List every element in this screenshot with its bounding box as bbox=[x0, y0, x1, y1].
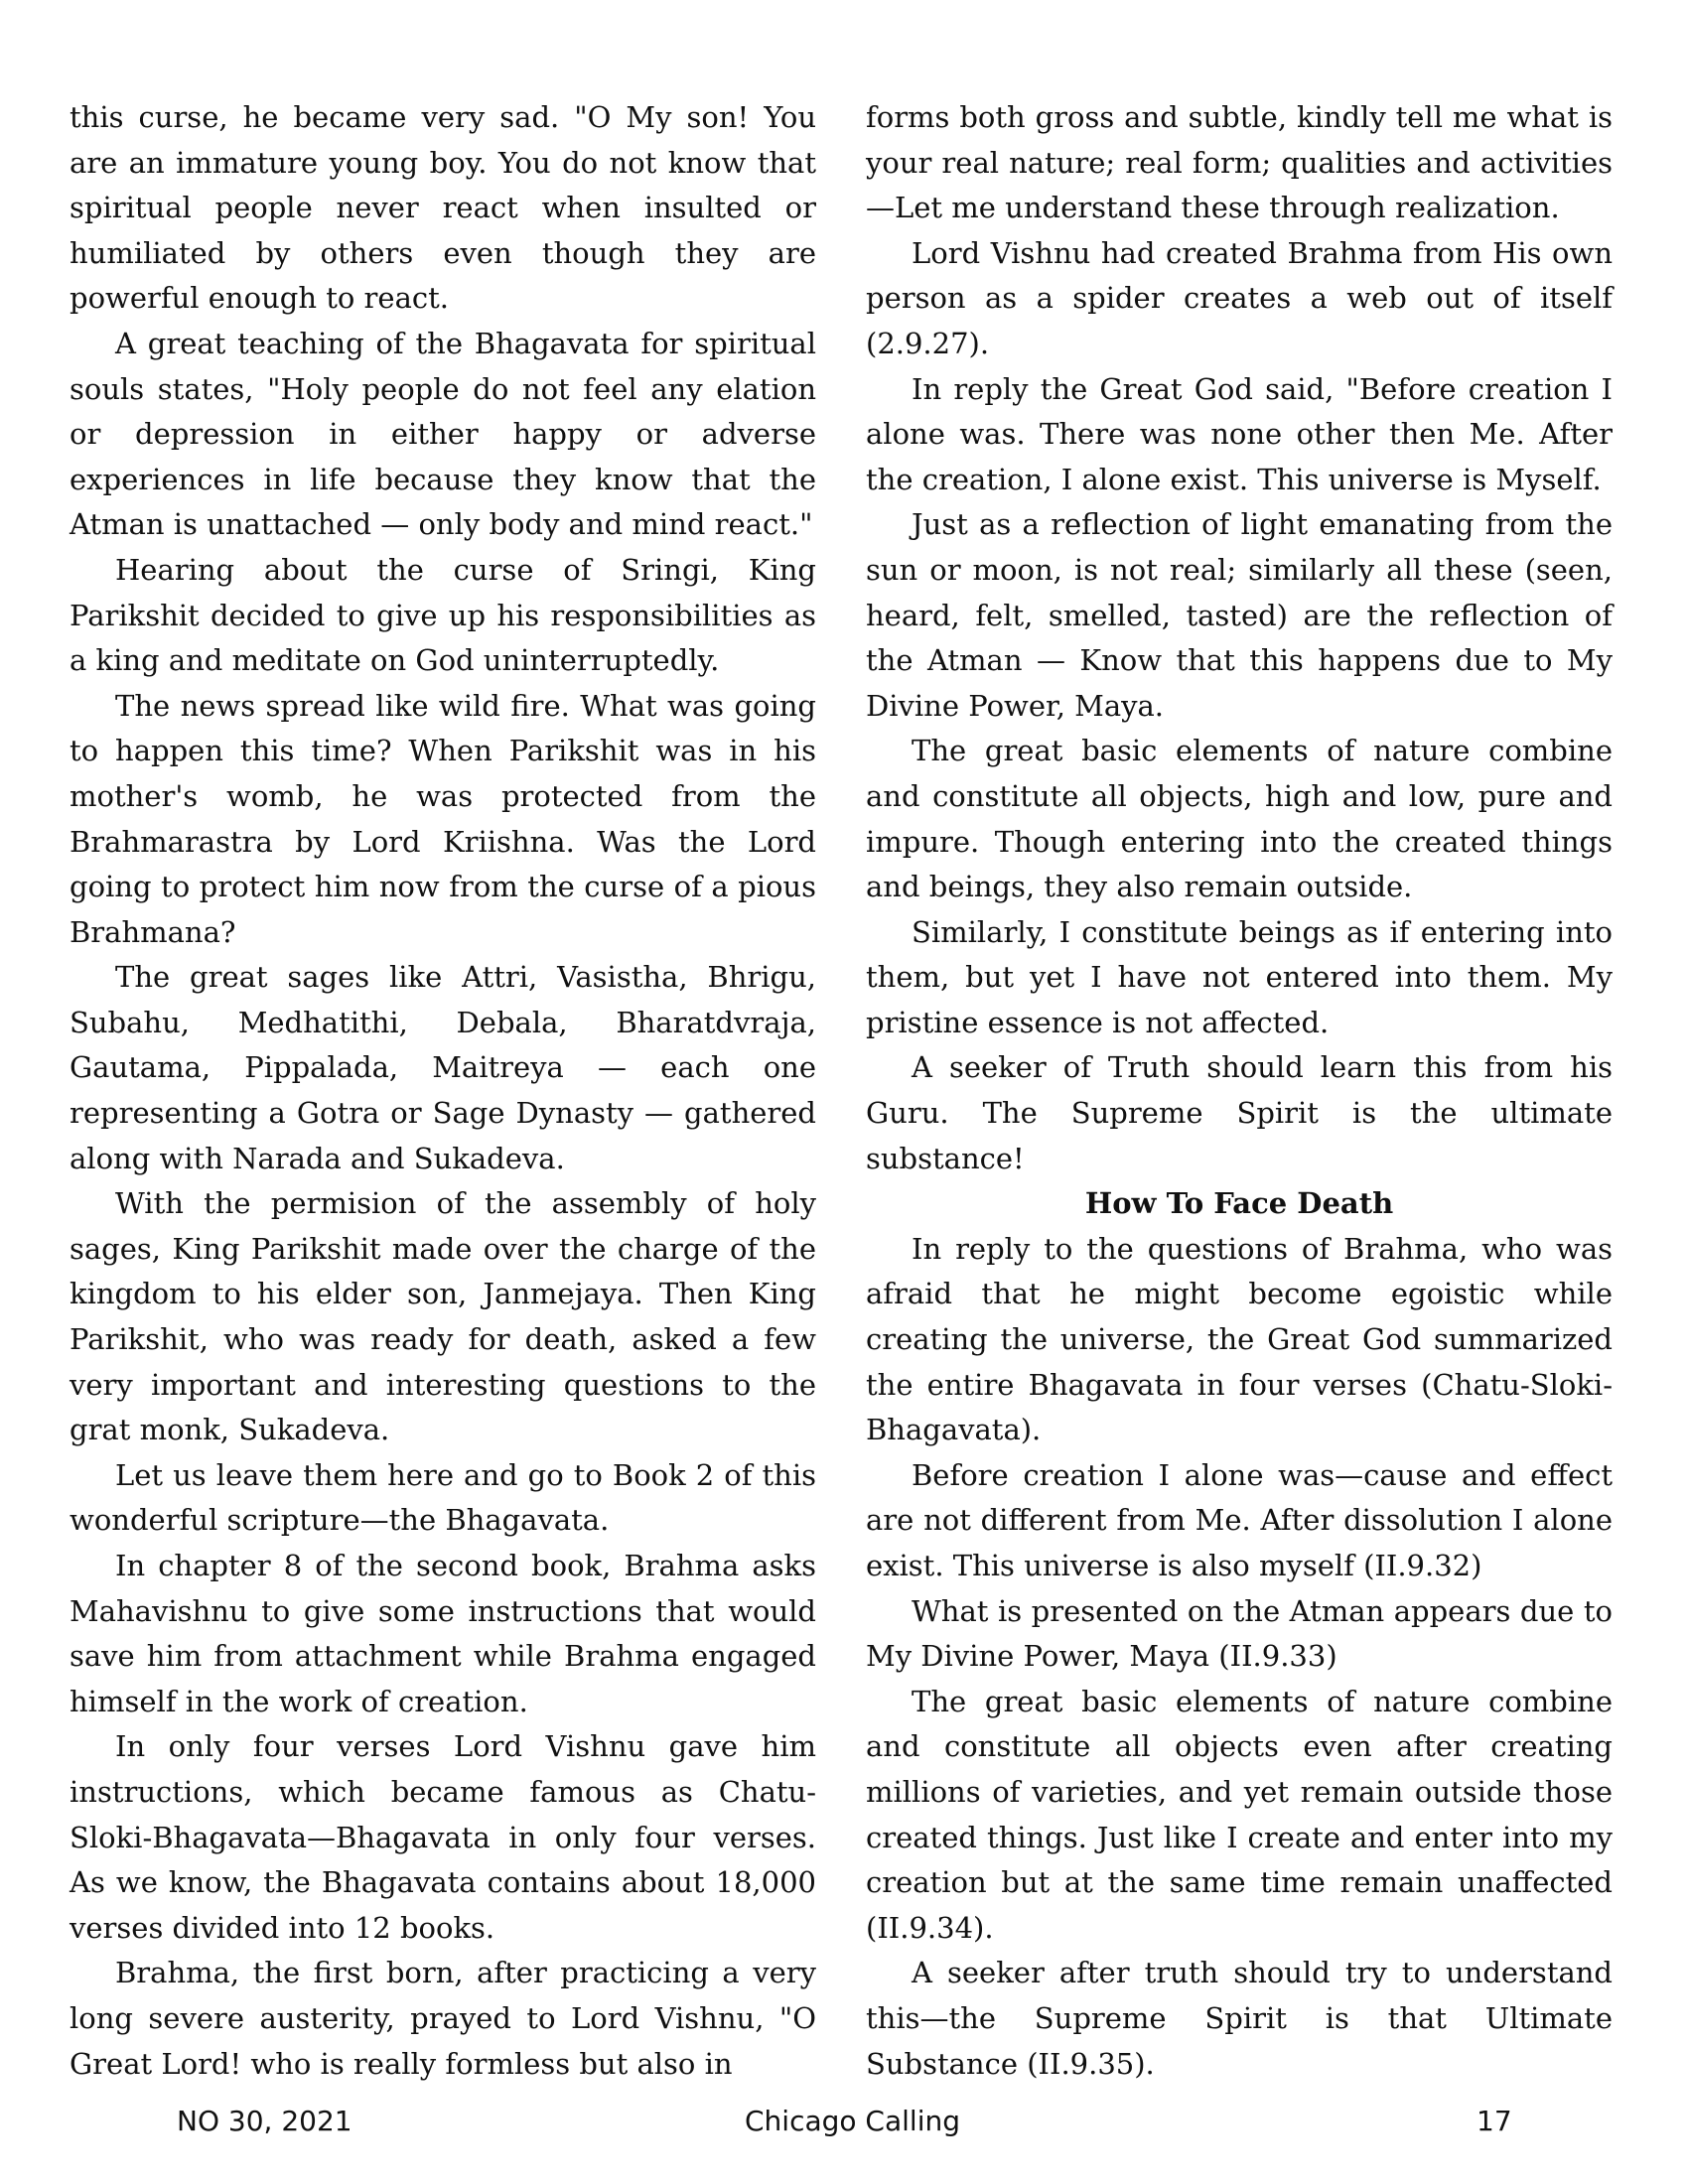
issue-date: NO 30, 2021 bbox=[177, 2105, 352, 2137]
right-column bbox=[866, 95, 1613, 2087]
section-heading: How To Face Death bbox=[1084, 1186, 1394, 1221]
page-footer bbox=[0, 2102, 1688, 2141]
left-column bbox=[70, 95, 816, 2087]
paragraph: The great basic elements of nature combine and constitute all objects, high and low, pure and impure. Though entering into the created things and beings, they also remain outside. bbox=[866, 734, 1613, 904]
paragraph: A seeker after truth should try to understand this—the Supreme Spirit is that Ultimate Substance (II.9.35). bbox=[866, 1956, 1613, 2081]
paragraph: What is presented on the Atman appears due to My Divine Power, Maya (II.9.33) bbox=[866, 1593, 1613, 1674]
paragraph: forms both gross and subtle, kindly tell me what is your real nature; real form; qualities and activities—Let me understand these through realization. bbox=[866, 100, 1613, 225]
paragraph: Just as a reflection of light emanating from the sun or moon, is not real; similarly all these (seen, heard, felt, smelled, tasted) are the reflection of the Atman — Know that this happens due to My Divine Power, Maya. bbox=[866, 507, 1613, 723]
paragraph: Let us leave them here and go to Book 2 of this wonderful scripture—the Bhagavata. bbox=[70, 1457, 816, 1538]
paragraph: A great teaching of the Bhagavata for spiritual souls states, "Holy people do not feel any elation or depression in either happy or adverse experiences in life because they know that the Atman is unattached — only body and mind react." bbox=[70, 326, 816, 542]
paragraph: Similarly, I constitute beings as if entering into them, but yet I have not entered into them. My pristine essence is not affected. bbox=[866, 914, 1613, 1039]
page-number: 17 bbox=[1477, 2105, 1512, 2137]
paragraph: The great sages like Attri, Vasistha, Bhrigu, Subahu, Medhatithi, Debala, Bharatdvraja, Gautama, Pippalada, Maitreya — each one representing a Gotra or Sage Dynasty — gathered along with Narada and Sukadeva. bbox=[70, 960, 816, 1175]
paragraph: In chapter 8 of the second book, Brahma asks Mahavishnu to give some instructions that would save him from attachment while Brahma engaged himself in the work of creation. bbox=[70, 1549, 816, 1718]
paragraph: Lord Vishnu had created Brahma from His own person as a spider creates a web out of itself (2.9.27). bbox=[866, 235, 1613, 360]
paragraph: In reply to the questions of Brahma, who was afraid that he might become egoistic while creating the universe, the Great God summarized the entire Bhagavata in four verses (Chatu-Sloki-Bhagavata). bbox=[866, 1231, 1613, 1447]
paragraph: Hearing about the curse of Sringi, King Parikshit decided to give up his responsibilities as a king and meditate on God uninterruptedly. bbox=[70, 552, 816, 678]
publication-title: Chicago Calling bbox=[745, 2105, 960, 2137]
paragraph: The great basic elements of nature combine and constitute all objects even after creating millions of varieties, and yet remain outside those created things. Just like I create and enter into my creation but at the same time remain unaffected (II.9.34). bbox=[866, 1684, 1613, 1945]
paragraph: In only four verses Lord Vishnu gave him instructions, which became famous as Chatu-Sloki-Bhagavata—Bhagavata in only four verses. As we know, the Bhagavata contains about 18,000 verses divided into 12 books. bbox=[70, 1729, 816, 1945]
paragraph: Before creation I alone was—cause and effect are not different from Me. After dissolution I alone exist. This universe is also myself (II.9.32) bbox=[866, 1457, 1613, 1582]
paragraph: Brahma, the first born, after practicing a very long severe austerity, prayed to Lord Vishnu, "O Great Lord! who is really formless but also in bbox=[70, 1956, 816, 2081]
paragraph: A seeker of Truth should learn this from his Guru. The Supreme Spirit is the ultimate substance! bbox=[866, 1050, 1613, 1175]
paragraph: With the permision of the assembly of holy sages, King Parikshit made over the charge of the kingdom to his elder son, Janmejaya. Then King Parikshit, who was ready for death, asked a few very important and interesting questions to the grat monk, Sukadeva. bbox=[70, 1186, 816, 1447]
paragraph: this curse, he became very sad. "O My son! You are an immature young boy. You do not know that spiritual people never react when insulted or humiliated by others even though they are powerful enough to react. bbox=[70, 100, 816, 316]
paragraph: The news spread like wild fire. What was going to happen this time? When Parikshit was in his mother's womb, he was protected from the Brahmarastra by Lord Kriishna. Was the Lord going to protect him now from the curse of a pious Brahmana? bbox=[70, 688, 816, 949]
paragraph: In reply the Great God said, "Before creation I alone was. There was none other then Me. After the creation, I alone exist. This universe is Myself. bbox=[866, 371, 1613, 496]
